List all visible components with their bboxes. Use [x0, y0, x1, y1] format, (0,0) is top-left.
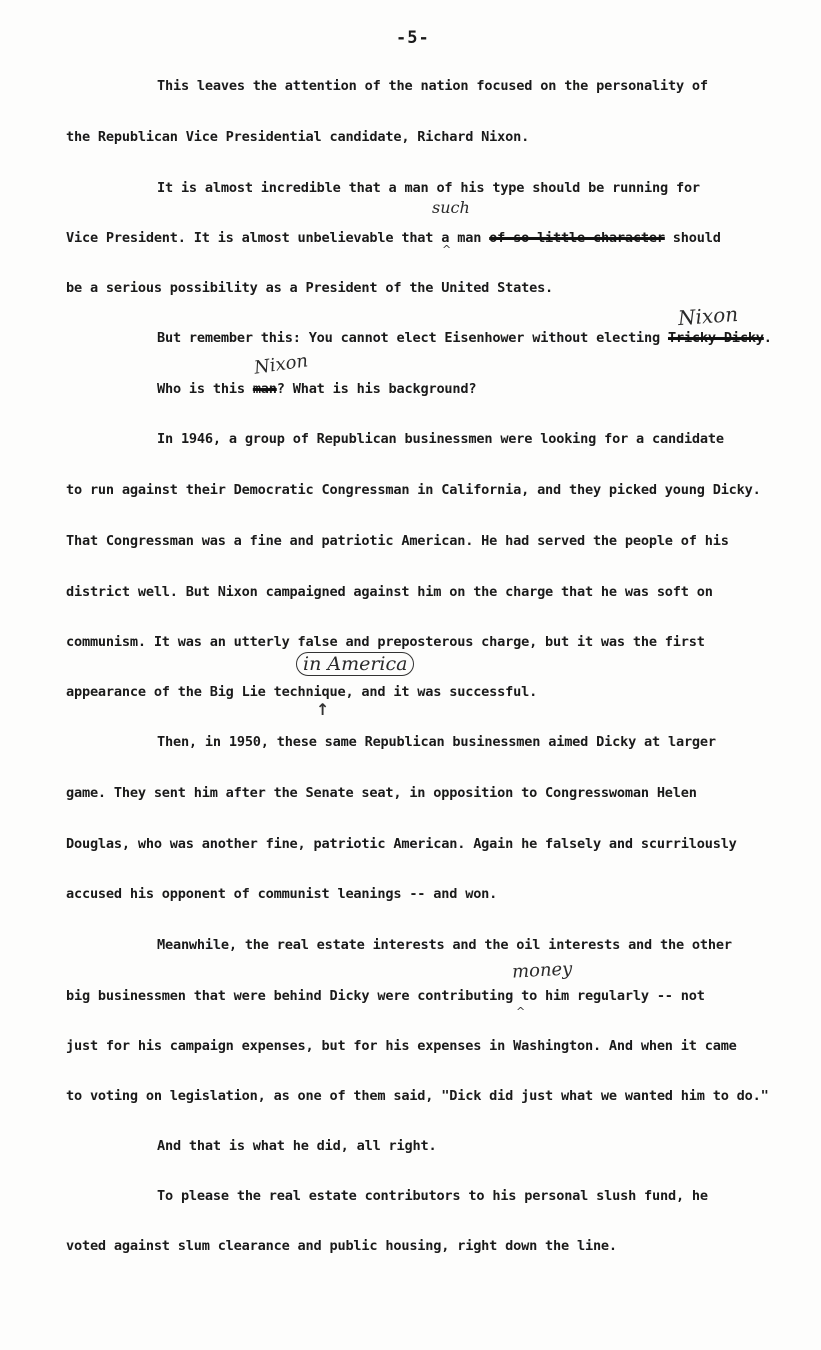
text-line: just for his campaign expenses, but for his expenses in Washington. And when it came	[66, 1038, 737, 1054]
text-line-with-edit	[157, 332, 772, 346]
text-line: This leaves the attention of the nation focused on the personality of	[157, 78, 708, 94]
text-line: game. They sent him after the Senate seat, in opposition to Congresswoman Helen	[66, 785, 697, 801]
insertion-caret-mark: ^	[442, 243, 452, 256]
text-line: district well. But Nixon campaigned against him on the charge that he was soft on	[66, 584, 713, 600]
text-line: Douglas, who was another fine, patriotic American. Again he falsely and scurrilously	[66, 836, 737, 852]
text-segment: should	[664, 230, 721, 246]
text-line: to voting on legislation, as one of them said, "Dick did just what we wanted him to do."	[66, 1088, 769, 1104]
text-line: big businessmen that were behind Dicky were contributing to him regularly -- not	[66, 988, 705, 1004]
insertion-caret-mark: ↑	[316, 700, 330, 719]
text-line: It is almost incredible that a man of his type should be running for	[157, 180, 700, 196]
struck-text: of so little character	[489, 230, 665, 246]
text-segment: Who is this	[157, 381, 253, 397]
text-line: the Republican Vice Presidential candidate, Richard Nixon.	[66, 129, 530, 145]
text-line: Then, in 1950, these same Republican businessmen aimed Dicky at larger	[157, 734, 716, 750]
handwritten-insertion: Nixon	[252, 350, 310, 379]
struck-text: man	[252, 381, 277, 397]
handwritten-insertion: in America	[296, 652, 414, 676]
text-line: voted against slum clearance and public housing, right down the line.	[66, 1238, 617, 1254]
text-line: In 1946, a group of Republican businessmen were looking for a candidate	[157, 431, 724, 447]
handwritten-insertion: such	[432, 198, 470, 217]
text-segment: But remember this: You cannot elect Eisenhower without electing	[157, 330, 668, 346]
text-segment: .	[763, 330, 772, 346]
text-segment: a man	[433, 230, 490, 246]
text-line: to run against their Democratic Congressman in California, and they picked young Dicky.	[66, 482, 761, 498]
text-segment: Vice President. It is almost unbelievable that	[66, 230, 434, 246]
text-line: be a serious possibility as a President of the United States.	[66, 280, 554, 296]
text-segment: ? What is his background?	[276, 381, 477, 397]
text-line: appearance of the Big Lie technique, and it was successful.	[66, 684, 538, 700]
insertion-caret-mark: ^	[516, 1005, 526, 1018]
struck-text: Tricky Dicky	[667, 330, 764, 346]
text-line: Meanwhile, the real estate interests and the oil interests and the other	[157, 937, 732, 953]
text-line: And that is what he did, all right.	[157, 1138, 437, 1154]
text-line: communism. It was an utterly false and preposterous charge, but it was the first	[66, 634, 705, 650]
handwritten-insertion: money	[511, 958, 573, 983]
text-line: accused his opponent of communist leanings -- and won.	[66, 886, 498, 902]
page-number: -5-	[396, 28, 430, 48]
text-line: To please the real estate contributors to his personal slush fund, he	[157, 1188, 708, 1204]
text-line: That Congressman was a fine and patriotic American. He had served the people of his	[66, 533, 729, 549]
handwritten-insertion: Nixon	[677, 301, 739, 331]
text-line-with-edit	[66, 232, 721, 246]
text-line-with-edit	[157, 383, 476, 397]
